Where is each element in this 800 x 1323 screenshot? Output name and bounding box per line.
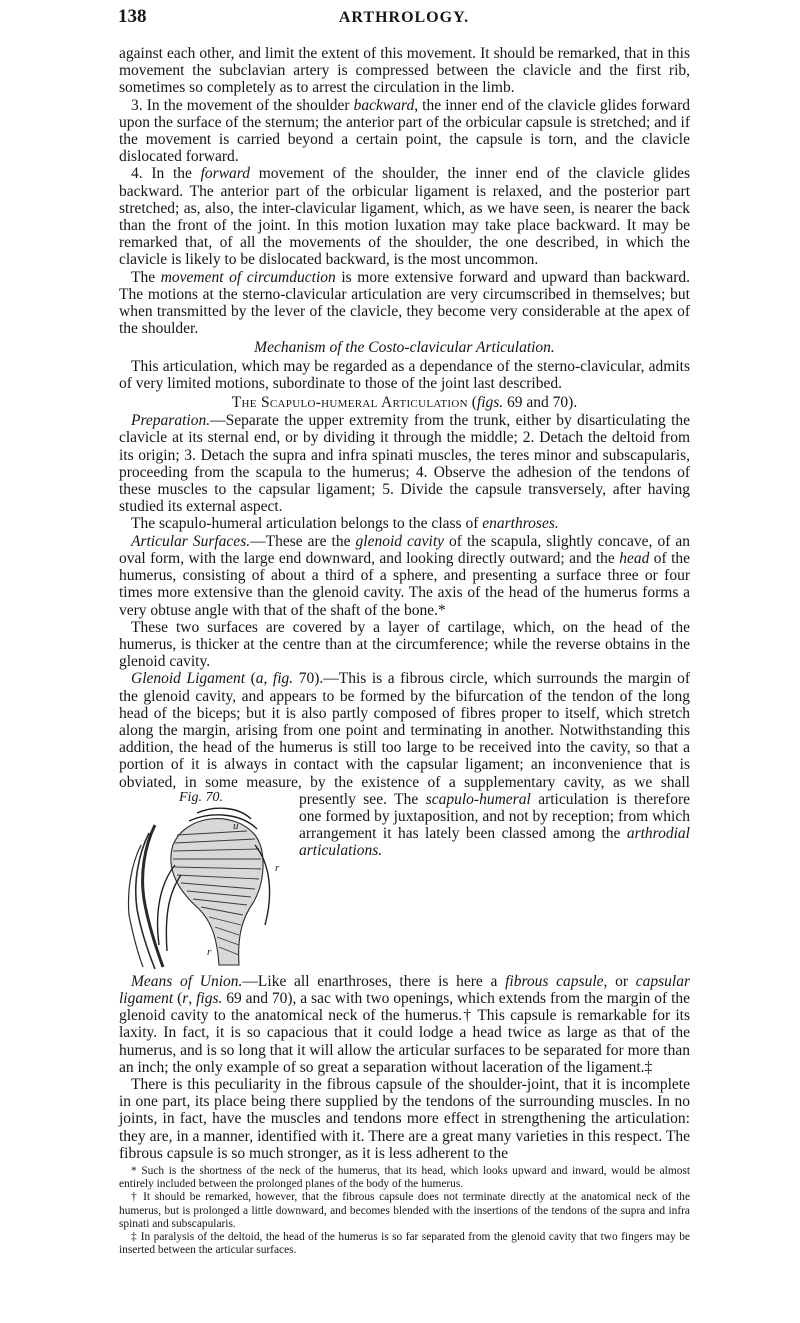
footnotes	[119, 1165, 690, 1257]
figure-caption: Fig. 70.	[179, 789, 223, 805]
section-heading: Mechanism of the Costo-clavicular Articulation.	[254, 339, 555, 357]
paragraph: This articulation, which may be regarded as a dependance of the sterno-clavicular, admits of very limited motions, subordinate to those of the joint last described.	[119, 357, 690, 392]
paragraph: Glenoid Ligament (a, fig. 70).—This is a fibrous circle, which surrounds the margin of the glenoid cavity, and appears to be formed by the bifurcation of the tendon of the long head of the biceps; but it is also partly composed of fibres proper to itself, which stretch along the margin, arising from one point and terminating in another. Notwithstanding this addition, the head of the humerus is still too large to be received into the cavity, so that a portion of it is always in contact with the capsular ligament; an inconvenience that is obviated, in some measure, by the existence of a supplementary cavity, as we shall presently see. The Fig. 70. u r r scapulo-humeral articulation is therefore one formed by juxtaposition, and not by reception; from which arrangement it has lately been classed among the arthrodial articulations.	[119, 670, 690, 859]
figure-label-r-bottom: r	[207, 945, 212, 958]
footnote: ‡ In paralysis of the deltoid, the head of the humerus is so far separated from the glenoid cavity that two fingers may be inserted between the articular surfaces.	[119, 1230, 690, 1257]
figure-label-r-top: r	[275, 861, 280, 874]
figure-label-u: u	[233, 819, 239, 832]
paragraph: Means of Union.—Like all enarthroses, there is here a fibrous capsule, or capsular ligament (r, figs. 69 and 70), a sac with two openings, which extends from the margin of the glenoid cavity to the anatomical neck of the humerus.† This capsule is remarkable for its laxity. In fact, it is so capacious that it could lodge a head twice as large as that of the humerus, and is so long that it will allow the articular surfaces to be separated for more than an inch; the only example of so great a separation without laceration of the ligament.‡	[119, 972, 691, 1076]
footnote: * Such is the shortness of the neck of the humerus, that its head, which looks upward and inward, would be almost entirely included between the prolonged planes of the body of the humerus.	[119, 1164, 690, 1191]
page-number: 138	[118, 6, 147, 27]
paragraph: 4. In the forward movement of the shoulder, the inner end of the clavicle glides backward. The anterior part of the orbicular ligament is relaxed, and the posterior part stretched; as, also, the inter-clavicular ligament, which, as we have seen, is nearer the back than the front of the joint. In this motion luxation may take place backward. It may be remarked that, of all the movements of the shoulder, the one described, in which the clavicle is likely to be dislocated backward, is the most uncommon.	[119, 165, 690, 269]
paragraph: Preparation.—Separate the upper extremity from the trunk, either by disarticulating the clavicle at its sternal end, or by dividing it through the middle; 2. Detach the deltoid from its origin; 3. Detach the supra and infra spinati muscles, the teres minor and subscapularis, proceeding from the scapula to the humerus; 4. Observe the adhesion of the tendons of these muscles to the capsular ligament; 5. Divide the capsule transversely, after having studied its external aspect.	[119, 412, 690, 516]
body-text	[119, 45, 690, 1257]
shoulder-joint-illustration	[115, 805, 291, 973]
paragraph: There is this peculiarity in the fibrous capsule of the shoulder-joint, that it is incomplete in one part, its place being there supplied by the tendons of the surrounding muscles. In no joints, in fact, have the muscles and tendons more effect in strengthening the articulation: they are, in a manner, identified with it. There are a great many varieties in this respect. The fibrous capsule is so much stronger, as it is less adherent to the	[119, 1075, 690, 1162]
paragraph: Articular Surfaces.—These are the glenoid cavity of the scapula, slightly concave, of an oval form, with the large end downward, and looking directly outward; and the head of the humerus, consisting of about a third of a sphere, and presenting a surface three or four times more extensive than the glenoid cavity. The axis of the head of the humerus forms a very obtuse angle with that of the shaft of the bone.*	[119, 532, 690, 619]
paragraph: against each other, and limit the extent of this movement. It should be remarked, that in this movement the subclavian artery is compressed between the clavicle and the first rib, sometimes so completely as to arrest the circulation in the limb.	[119, 45, 690, 97]
paragraph: These two surfaces are covered by a layer of cartilage, which, on the head of the humerus, is thicker at the centre than at the circumference; while the reverse obtains in the glenoid cavity.	[119, 618, 690, 671]
figure-70	[115, 791, 291, 973]
section-heading: The Scapulo-humeral Articulation (figs. 69 and 70).	[231, 394, 578, 412]
paragraph: The scapulo-humeral articulation belongs to the class of enarthroses.	[131, 515, 559, 533]
page-header	[118, 6, 690, 28]
footnote: † It should be remarked, however, that the fibrous capsule does not terminate directly at the anatomical neck of the humerus, but is prolonged a little downward, and becomes blended with the insertions of the tendons of the supra and infra spinati and subscapularis.	[119, 1191, 690, 1230]
paragraph: The movement of circumduction is more extensive forward and upward than backward. The motions at the sterno-clavicular articulation are very circumscribed in themselves; but when transmitted by the lever of the clavicle, they become very considerable at the apex of the shoulder.	[119, 268, 690, 338]
running-head: ARTHROLOGY.	[338, 9, 470, 26]
paragraph: 3. In the movement of the shoulder backward, the inner end of the clavicle glides forward upon the surface of the sternum; the anterior part of the orbicular capsule is stretched; and if the movement is carried beyond a certain point, the capsule is torn, and the clavicle dislocated forward.	[119, 96, 690, 166]
